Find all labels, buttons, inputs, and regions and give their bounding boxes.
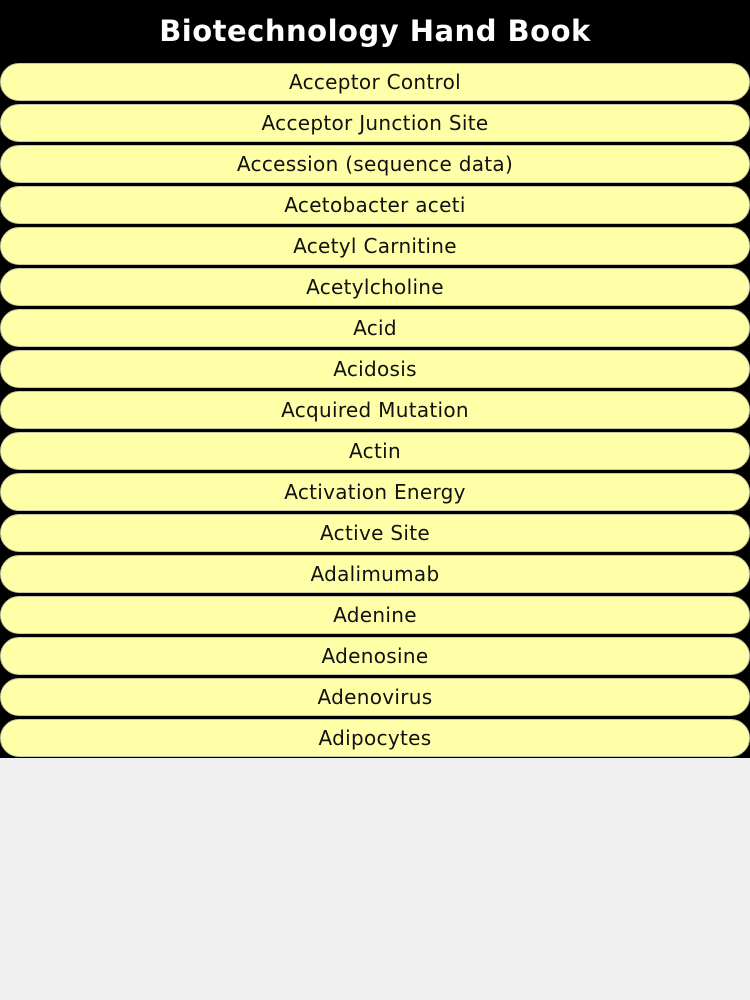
app-header xyxy=(0,0,750,62)
list-item[interactable]: Acid xyxy=(0,309,750,347)
list-item[interactable]: Adenovirus xyxy=(0,678,750,716)
term-list xyxy=(0,62,750,758)
list-item[interactable]: Acetobacter aceti xyxy=(0,186,750,224)
page-title: Biotechnology Hand Book xyxy=(159,14,591,48)
list-item[interactable]: Adalimumab xyxy=(0,555,750,593)
list-item[interactable]: Accession (sequence data) xyxy=(0,145,750,183)
list-item[interactable]: Acceptor Control xyxy=(0,63,750,101)
list-item[interactable]: Acquired Mutation xyxy=(0,391,750,429)
list-item[interactable]: Acetyl Carnitine xyxy=(0,227,750,265)
list-item[interactable]: Acetylcholine xyxy=(0,268,750,306)
list-item[interactable]: Adenosine xyxy=(0,637,750,675)
list-item[interactable]: Acceptor Junction Site xyxy=(0,104,750,142)
list-item[interactable]: Adipocytes xyxy=(0,719,750,757)
list-item[interactable]: Adenine xyxy=(0,596,750,634)
list-item[interactable]: Active Site xyxy=(0,514,750,552)
list-item[interactable]: Activation Energy xyxy=(0,473,750,511)
list-item[interactable]: Acidosis xyxy=(0,350,750,388)
list-item[interactable]: Actin xyxy=(0,432,750,470)
